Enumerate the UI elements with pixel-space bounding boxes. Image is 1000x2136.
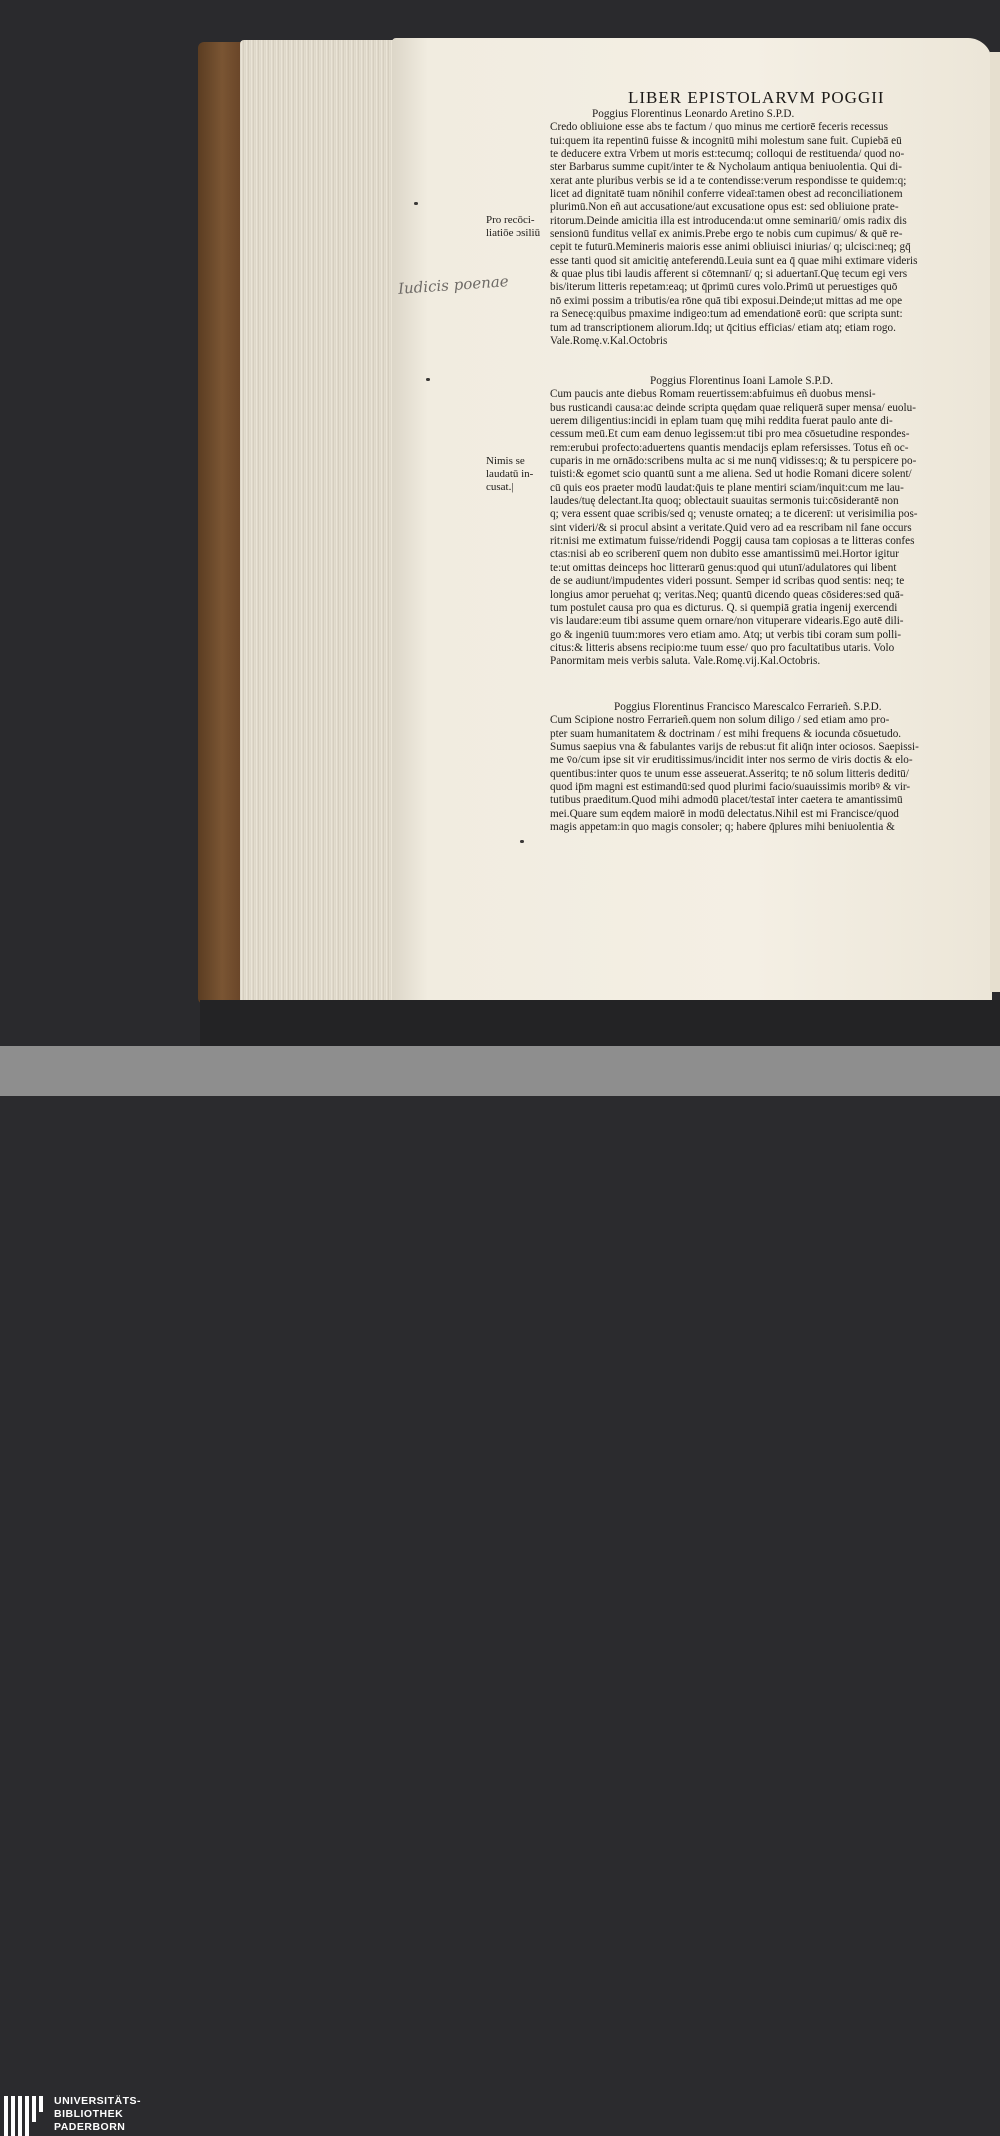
handwritten-annotation: Iudicis poenae [397, 272, 510, 298]
margin-note-line: Nimis se [486, 455, 525, 467]
text-line: rit:nisi me extimatum fuisse/ridendi Poggij causa tam copiosas a te litteras confes [550, 535, 915, 548]
text-line: cessum meū.Et cum eam denuo legissem:ut tibi pro mea cōsuetudine respondes- [550, 428, 910, 441]
text-line: me v̄o/cum ipse sit vir eruditissimus/incidit inter nos sermo de viris doctis & elo- [550, 754, 913, 767]
text-line: mei.Quare sum eqdem maiorē in modū delectatus.Nihil est mi Francisce/quod [550, 807, 899, 820]
text-line: quentibus:inter quos te unum esse asseuerat.Asseritq; te nō solum litteris deditū/ [550, 767, 909, 780]
text-line: tui:quem ita repentinū fuisse & incognitū mihi molestum sane fuit. Cupiebā eū [550, 134, 902, 147]
letter-1-salutation: Poggius Florentinus Leonardo Aretino S.P.D. [592, 108, 795, 120]
text-line: plurimū.Non eñ aut accusatione/aut excusatione opus est: sed obliuione prate- [550, 201, 899, 214]
text-line: nō eximi possim a tributis/ea rōne quā tibi exposui.Deinde;ut mittas ad me ope [550, 294, 903, 307]
text-line: pter suam humanitatem & doctrinam / est mihi frequens & iocunda cōsuetudo. [550, 727, 902, 740]
text-line: tum ad transcriptionem aliorum.Idq; ut q̄citius efficias/ etiam atq; etiam rogo. [550, 321, 896, 334]
logo-line-3: PADERBORN [54, 2121, 126, 2133]
text-line: Cum paucis ante diebus Romam reuertissem:abfuimus eñ duobus mensi- [550, 388, 876, 401]
text-line: longius amor peruehat q; veritas.Neq; quantū dicendo queas cōsideres:sed quā- [550, 588, 904, 601]
library-logo-text [54, 2095, 141, 2134]
text-line: ster Barbarus summe cupit/inter te & Nycholaum antiqua beniuolentia. Qui di- [550, 161, 903, 174]
text-line: laudes/tuę delectant.Ita quoq; oblectauit suauitas sermonis tui:cōsiderantē non [550, 495, 899, 508]
ink-spot [414, 202, 418, 205]
text-line: xerat ante pluribus verbis se id a te contendisse:verum respondisse te quidem:q; [550, 174, 907, 187]
book-photo [0, 0, 1000, 1046]
text-line: ctas:nisi ab eo scriberenī quem non dubito esse amantissimū mei.Hortor igitur [550, 548, 899, 561]
text-line: licet ad dignitatē tuam nōnihil conferre videaī:tamen obest ad reconciliationem [550, 188, 903, 201]
text-line: uerem diligentius:incidi in epl̄am tuam quę mihi reddita fuerat paulo ante di- [550, 415, 893, 428]
logo-line-2: BIBLIOTHEK [54, 2108, 124, 2120]
margin-note-line: laudatū in- [486, 468, 534, 480]
text-line: ra Senecę:quibus pmaxime indigeo:tum ad emendationē eorū: que scripta sunt: [550, 308, 903, 321]
text-line: Vale.Romę.v.Kal.Octobris [550, 334, 668, 347]
text-line: quod ip̄m magni est estimandū:sed quod plurimi facio/suauissimis moribꝰ & vir- [550, 781, 911, 794]
margin-note-line: cusat.| [486, 481, 514, 493]
text-line: sensionū funditus vellaī ex animis.Prebe ergo te nobis cum cupimus/ & quē re- [550, 228, 903, 241]
text-line: q; vera essent quae scribis/sed q; venuste ornateq; a te dicerenī: ut verisimilia pos- [550, 508, 918, 521]
text-line: vis laudare:eum tibi assume quem ornare/non vituperare videaris.Ego autē dili- [550, 615, 904, 628]
letter-2-salutation: Poggius Florentinus Ioani Lamole S.P.D. [650, 375, 834, 387]
text-line: tum postulet causa pro qua es dicturus. Q. si quempiā gratia ingenij exercendi [550, 601, 898, 614]
page-header: LIBER EPISTOLARVM POGGII [628, 88, 885, 107]
letter-1 [550, 108, 990, 348]
text-line: magis appetam:in quo magis consoler; q; habere q̄plures mihi beniuolentia & [550, 821, 895, 834]
text-line: citus:& litteris absens recipio:me tuum esse/ quo pro facultatibus utaris. Volo [550, 641, 895, 654]
margin-note-line: Pro recōci- [486, 214, 535, 226]
text-line: sint videri/& si procul absint a veritate.Quid vero ad ea rescribam nil fane occurs [550, 521, 912, 534]
logo-line-1: UNIVERSITÄTS- [54, 2095, 142, 2107]
text-line: tuisti:& egomet scio quantū sunt a me aliena. Sed ut hodie Romani dicere solent/ [550, 468, 912, 481]
text-line: cepit te futurū.Memineris maioris esse animi obliuisci iniurias/ q; ulcisci:neq; gq̄ [550, 241, 911, 254]
margin-note-line: liatiōe ɔsiliū [486, 227, 541, 239]
page-edges [240, 40, 400, 1000]
text-line: Cum Scipione nostro Ferrarieñ.quem non solum diligo / sed etiam amo pro- [550, 714, 890, 727]
ink-spot [520, 840, 524, 843]
text-line: Panormitam meis verbis saluta. Vale.Romę.vij.Kal.Octobris. [550, 655, 821, 668]
ink-spot [426, 378, 430, 381]
text-line: cuparis in me ornādo:scribens multa ac si me nunq̄ vidisses:q; & tu perspicere po- [550, 455, 917, 468]
library-logo-icon [4, 2096, 48, 2136]
text-line: cū quis eos praeter modū laudat:q̄uis te plane mentiri sciam/inquit:cum me lau- [550, 481, 904, 494]
facing-page-edge [990, 52, 1000, 992]
text-line: bus rusticandi causa:ac deinde scripta quędam quae reliquerā super mensa/ euolu- [550, 401, 916, 414]
library-footer [0, 1046, 1000, 2133]
text-line: tutibus praeditum.Quod mihi admodū placet/testaī inter caetera te amantissimū [550, 794, 903, 807]
text-line: de se audiunt/impudentes videri possunt. Semper id scribas quod sentis: neq; te [550, 575, 905, 588]
text-line: Sumus saepius vna & fabulantes varijs de rebus:ut fit aliq̄n inter ociosos. Saepissi- [550, 741, 919, 754]
text-line: Credo obliuione esse abs te factum / quo minus me certiorē feceris recessus [550, 121, 889, 134]
text-line: & quae plus tibi laudis afferent si cōtemnanī/ q; si aduertanī.Quę tecum egi vers [550, 268, 908, 281]
text-line: ritorum.Deinde amicitia illa est introducenda:ut omne seminariū/ omis radix dis [550, 214, 907, 227]
text-line: te:ut omittas deinceps hoc litterarū genus:quod qui utunī/adulatores qui libent [550, 561, 897, 574]
text-line: te deducere extra Vrbem ut moris est:tecumq; colloqui de restituenda/ quod no- [550, 148, 905, 161]
letter-3-salutation: Poggius Florentinus Francisco Marescalco Ferrarieñ. S.P.D. [614, 701, 882, 713]
text-line: bis/iterum litteris repetam:eaq; ut q̄primū cures volo.Primū ut peruestiges quō [550, 281, 898, 294]
margin-note-self-praise [486, 455, 552, 494]
book-shadow [200, 1000, 1000, 1046]
text-line: esse tanti quod sit amicitię anteferendū.Leuia sunt ea q̄ quae mihi extimare videris [550, 254, 918, 267]
letter-2 [550, 375, 990, 669]
text-line: rem:erubui profecto:aduertens quantis mendacijs epl̄am refersisses. Totus eñ oc- [550, 441, 909, 454]
letter-3 [550, 701, 990, 834]
text-line: go & ingeniū tuum:mores vero etiam amo. Atq; ut verbis tibi coram sum polli- [550, 628, 902, 641]
margin-note-reconciliation [486, 214, 552, 240]
